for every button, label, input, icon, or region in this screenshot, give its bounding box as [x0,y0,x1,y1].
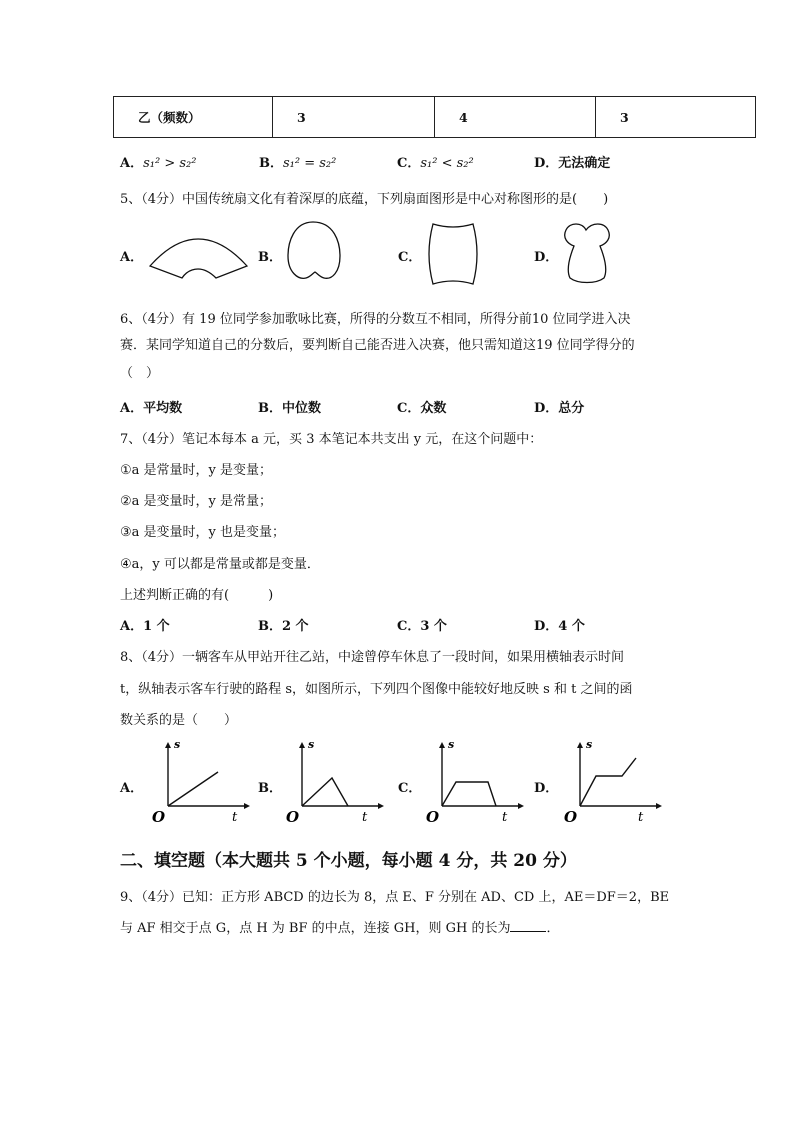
x-axis-arrow [244,803,250,809]
q8-line1: 8、（4分）一辆客车从甲站开往乙站，中途曾停车休息了一段时间，如果用横轴表示时间 [120,650,625,665]
table-row [114,97,756,138]
q7-statement-2: ②a 是变量时，y 是常量； [120,494,273,509]
axis-s-label: s [174,738,181,751]
origin-label: O [286,808,300,826]
q7-statement-4: ④a，y 可以都是常量或都是变量． [120,557,320,572]
barrel-fan-shape-icon [425,222,481,286]
axis-t-label: t [638,810,644,825]
graph-line [302,778,348,806]
table-cell: 4 [435,97,596,138]
q4-option-b: B．s₁² = s₂² [259,156,337,171]
q4-option-a-math: s₁² > s₂² [143,156,197,171]
q7-option-c: C．3 个 [397,619,447,634]
q6-line3: （ ） [120,366,160,381]
table-cell: 3 [596,97,756,138]
q7-ask: 上述判断正确的有( ) [120,588,274,603]
origin-label: O [152,808,166,826]
q6-option-c: C．众数 [397,401,447,416]
y-axis-arrow [439,742,445,748]
q8-label-c: C． [398,781,422,796]
q4-option-b-math: s₁² = s₂² [283,156,337,171]
q9-line1: 9、（4分）已知：正方形 ABCD 的边长为 8，点 E、F 分别在 AD、CD 上，AE＝DF＝2，BE [120,890,670,905]
y-axis-arrow [577,742,583,748]
y-axis-arrow [165,742,171,748]
q5-label-b: B． [258,250,282,265]
q9-line2: 与 AF 相交于点 G，点 H 为 BF 的中点，连接 GH，则 GH 的长为 ． [120,921,560,936]
axis-s-label: s [308,738,315,751]
origin-label: O [564,808,578,826]
graph-c [422,740,522,824]
q6-option-b: B．中位数 [258,401,321,416]
graph-line [168,772,218,806]
x-axis-arrow [656,803,662,809]
answer-blank [510,920,546,932]
q4-option-a: A．s₁² > s₂² [120,156,197,171]
q8-label-a: A． [120,781,144,796]
graph-d [560,740,660,824]
q7-statement-1: ①a 是常量时，y 是变量； [120,463,273,478]
axis-t-label: t [502,810,508,825]
x-axis-arrow [518,803,524,809]
graph-a [148,740,248,824]
q4-option-d: D．无法确定 [534,156,611,171]
butterfly-fan-shape-icon [562,220,614,286]
table-cell: 3 [273,97,435,138]
y-axis-arrow [299,742,305,748]
q4-option-c: C．s₁² < s₂² [397,156,474,171]
q7-option-a: A．1 个 [120,619,170,634]
q6-option-a: A．平均数 [120,401,183,416]
graph-line [580,758,636,806]
graph-b [282,740,382,824]
q4-option-c-math: s₁² < s₂² [420,156,474,171]
q5-label-c: C． [398,250,422,265]
q8-line3: 数关系的是（ ） [120,713,238,728]
q5-label-d: D． [534,250,559,265]
q7-option-b: B．2 个 [258,619,309,634]
q7-option-d: D．4 个 [534,619,585,634]
axis-t-label: t [362,810,368,825]
graph-line [442,782,496,806]
x-axis-arrow [378,803,384,809]
axis-s-label: s [586,738,593,751]
q5-label-a: A． [120,250,144,265]
q6-line2: 赛．某同学知道自己的分数后，要判断自己能否进入决赛，他只需知道这19 位同学得分的 [120,338,635,353]
q8-label-b: B． [258,781,282,796]
q7-stem: 7、（4分）笔记本每本 a 元，买 3 本笔记本共支出 y 元，在这个问题中： [120,432,543,447]
q6-line1: 6、（4分）有 19 位同学参加歌咏比赛，所得的分数互不相同，所得分前10 位同学进入决 [120,312,631,327]
q8-line2: t，纵轴表示客车行驶的路程 s，如图所示，下列四个图像中能较好地反映 s 和 t 之间的函 [120,682,633,697]
axis-s-label: s [448,738,455,751]
q8-label-d: D． [534,781,559,796]
axis-t-label: t [232,810,238,825]
q6-option-d: D．总分 [534,401,585,416]
fan-shape-icon [148,222,252,282]
heart-fan-shape-icon [286,220,346,284]
section-title: 二、填空题（本大题共 5 个小题，每小题 4 分，共 20 分） [120,851,577,871]
table-row-label: 乙（频数） [114,97,273,138]
q9-line2-text: 与 AF 相交于点 G，点 H 为 BF 的中点，连接 GH，则 GH 的长为 [120,921,511,936]
q7-statement-3: ③a 是变量时，y 也是变量； [120,525,286,540]
origin-label: O [426,808,440,826]
frequency-table [113,96,756,138]
q5-stem: 5、（4分）中国传统扇文化有着深厚的底蕴，下列扇面图形是中心对称图形的是( ) [120,192,609,207]
